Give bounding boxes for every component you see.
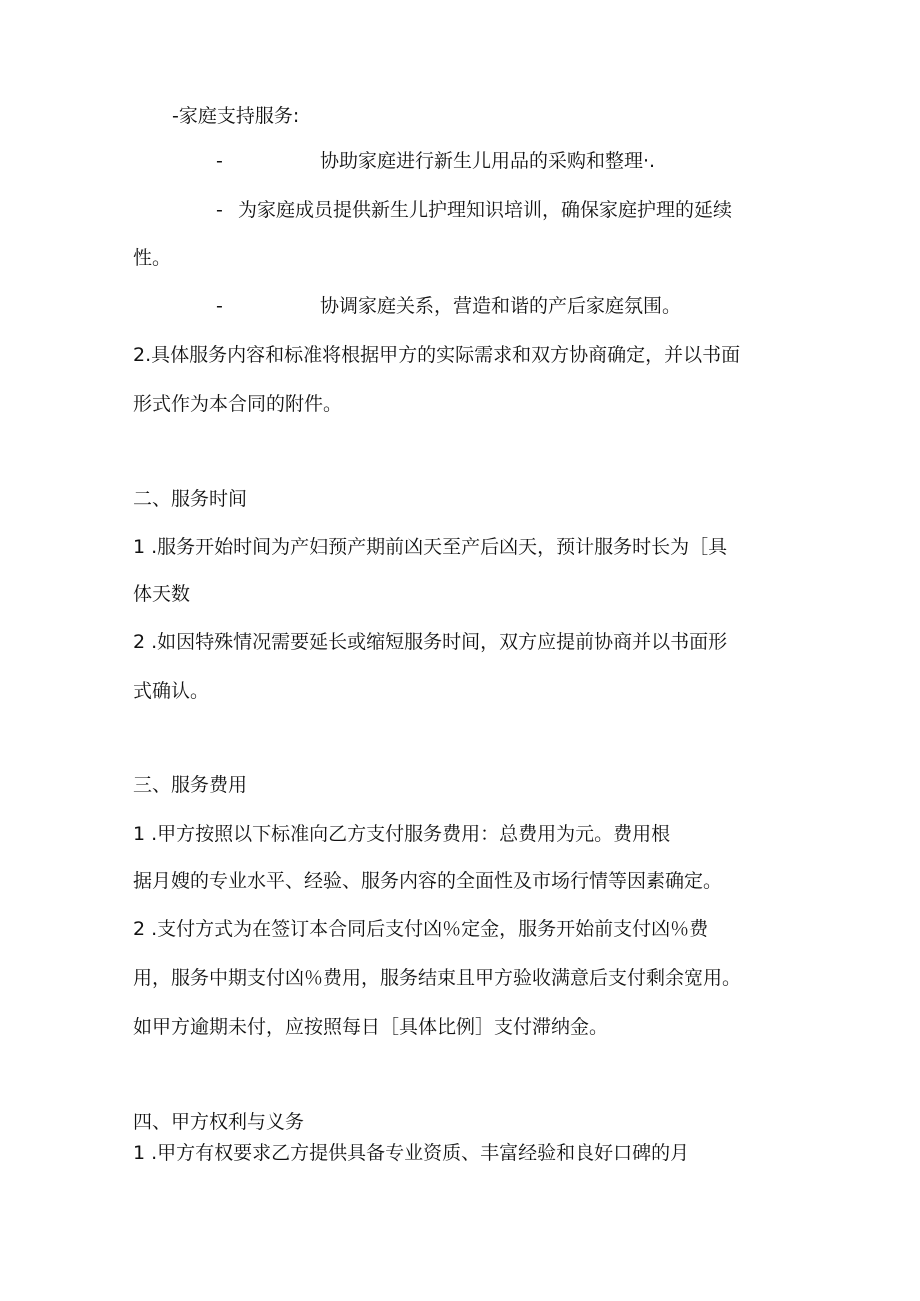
- section-title-party-a: 四、甲方权利与义务: [133, 1111, 305, 1133]
- service-time-p2-line-2: 式确认。: [133, 680, 210, 702]
- section-title-service-time: 二、服务时间: [133, 488, 248, 510]
- section-title-service-fee: 三、服务费用: [133, 774, 248, 796]
- family-support-item-1: 协助家庭进行新生儿用品的采购和整理·.: [320, 150, 656, 172]
- service-fee-p1-line-2: 据月嫂的专业水平、经验、服务内容的全面性及市场行情等因素确定。: [133, 870, 723, 892]
- service-fee-p2-line-2: 用，服务中期支付凶％费用，服务结束且甲方验收满意后支付剩余宽用。: [133, 967, 742, 989]
- service-time-p2-line-1: 2 .如因特殊情况需要延长或缩短服务时间，双方应提前协商并以书面形: [133, 631, 728, 653]
- clause-2-line-2: 形式作为本合同的附件。: [133, 393, 343, 415]
- service-fee-p2-line-1: 2 .支付方式为在签订本合同后支付凶％定金，服务开始前支付凶％费: [133, 918, 709, 940]
- service-fee-p2-line-3: 如甲方逾期未付，应按照每日［具体比例］支付滞纳金。: [133, 1016, 609, 1038]
- family-support-item-2-line-2: 性。: [133, 247, 172, 269]
- service-time-p1-line-2: 体天数: [133, 583, 191, 605]
- family-support-item-2-line-1: 为家庭成员提供新生儿护理知识培训，确保家庭护理的延续: [238, 199, 733, 221]
- party-a-p1-line-1: 1 .甲方有权要求乙方提供具备专业资质、丰富经验和良好口碑的月: [133, 1142, 690, 1164]
- clause-2-line-1: 2.具体服务内容和标准将根据甲方的实际需求和双方协商确定，并以书面: [133, 344, 741, 366]
- service-time-p1-line-1: 1 .服务开始时间为产妇预产期前凶天至产后凶天，预计服务时长为［具: [133, 536, 728, 558]
- list-marker: -: [216, 199, 223, 221]
- family-support-item-3: 协调家庭关系，营造和谐的产后家庭氛围。: [320, 295, 682, 317]
- list-marker: -: [216, 150, 223, 172]
- list-marker: -: [216, 295, 223, 317]
- service-fee-p1-line-1: 1 .甲方按照以下标准向乙方支付服务费用：总费用为元。费用根: [133, 823, 671, 845]
- family-support-heading: -家庭支持服务:: [172, 105, 300, 127]
